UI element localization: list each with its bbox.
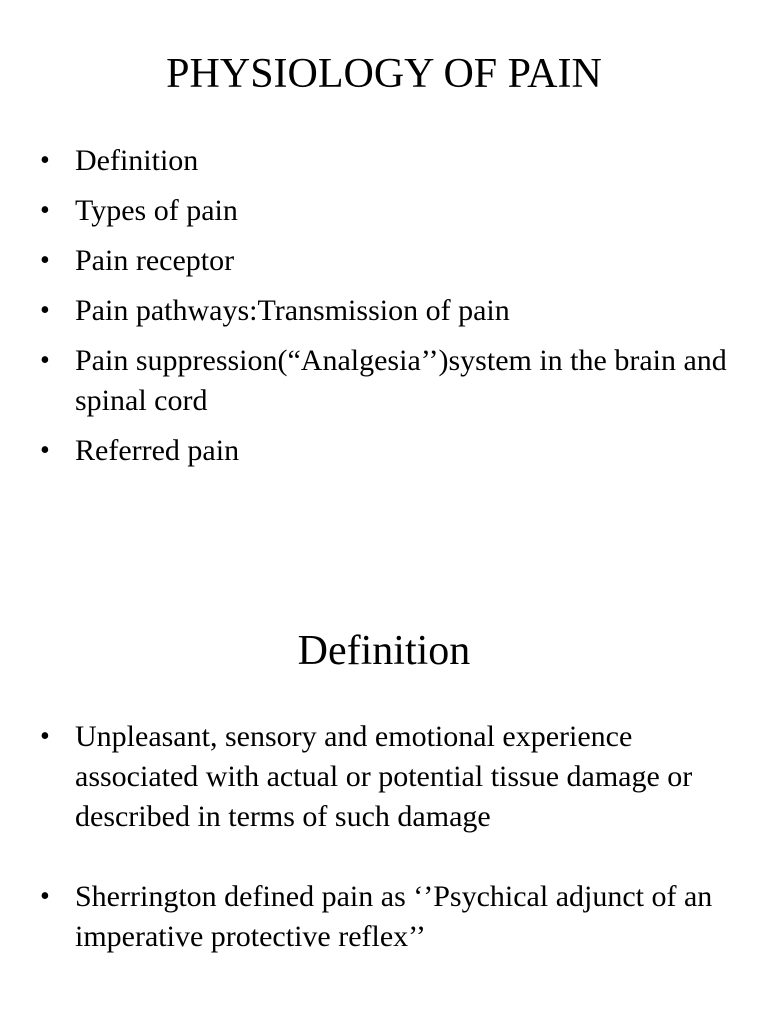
list-item [40, 877, 740, 957]
list-item [40, 431, 740, 471]
bullet-icon: • [40, 245, 50, 276]
list-item-text: Definition [75, 144, 199, 177]
list-item-text: Pain suppression(“Analgesia’’)system in the brain and spinal cord [75, 344, 727, 417]
bullet-icon: • [40, 721, 50, 752]
list-item [40, 341, 740, 421]
list-item-text: Unpleasant, sensory and emotional experience associated with actual or potential tissue damage or described in terms of such damage [75, 720, 693, 833]
list-item-text: Sherrington defined pain as ‘’Psychical adjunct of an imperative protective reflex’’ [75, 880, 713, 953]
list-item [40, 191, 740, 231]
bullet-icon: • [40, 435, 50, 466]
topic-list [40, 141, 740, 481]
list-item-text: Referred pain [75, 434, 240, 467]
bullet-icon: • [40, 345, 50, 376]
definition-list [40, 717, 740, 957]
list-item-text: Pain receptor [75, 244, 235, 277]
list-item [40, 717, 740, 837]
list-item [40, 241, 740, 281]
slide-title: PHYSIOLOGY OF PAIN [166, 51, 602, 97]
list-item [40, 291, 740, 331]
slide-definition [0, 512, 768, 1024]
bullet-icon: • [40, 145, 50, 176]
bullet-icon: • [40, 295, 50, 326]
slide-title: Definition [297, 628, 471, 674]
list-item-text: Pain pathways:Transmission of pain [75, 294, 510, 327]
bullet-icon: • [40, 881, 50, 912]
bullet-icon: • [40, 195, 50, 226]
list-item [40, 141, 740, 181]
list-item-text: Types of pain [75, 194, 238, 227]
